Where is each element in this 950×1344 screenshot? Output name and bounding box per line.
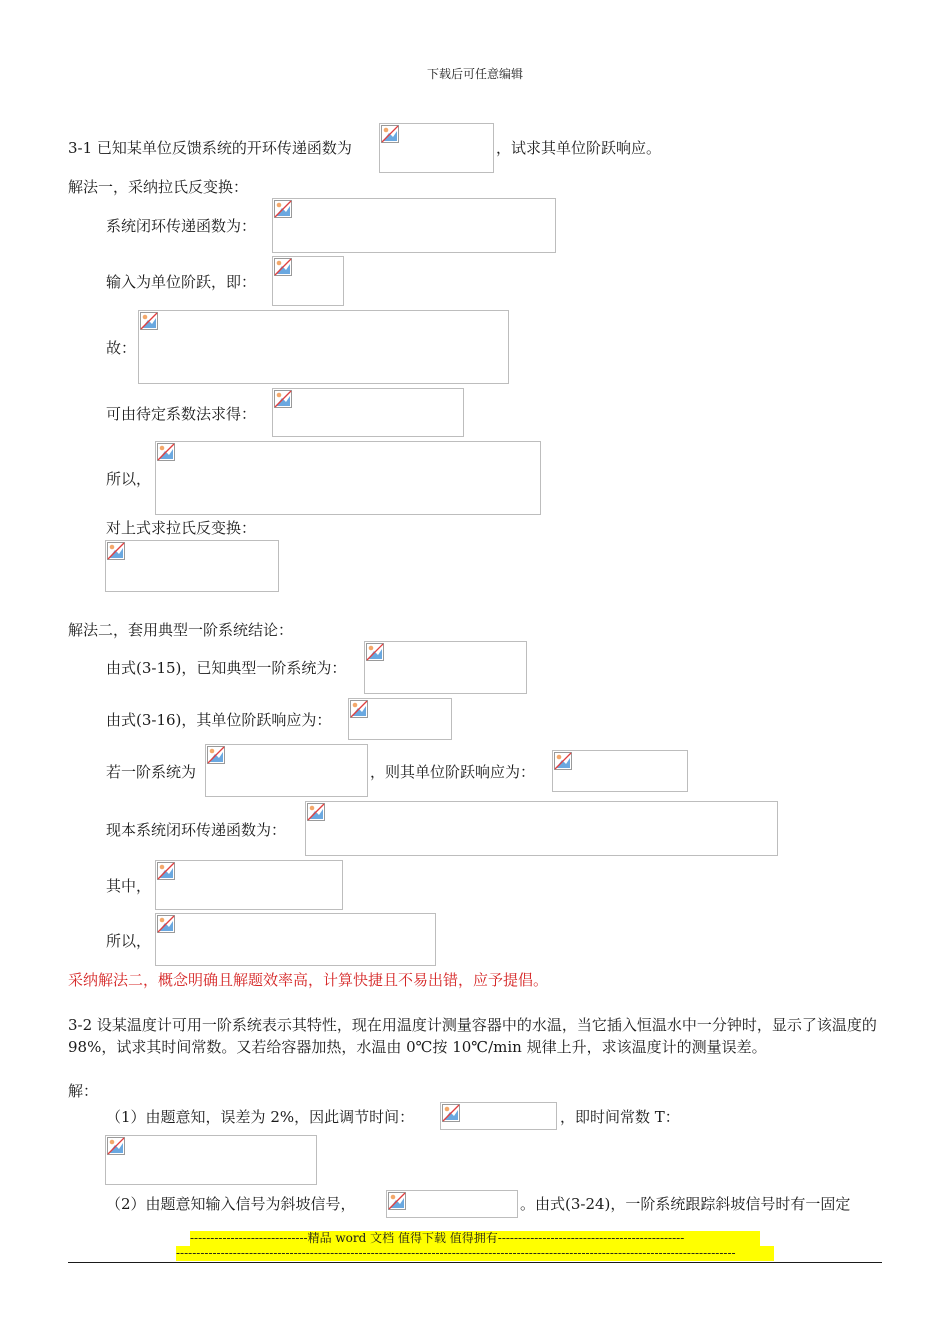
formula-image-settling-time bbox=[440, 1102, 557, 1130]
closed-loop-label: 系统闭环传递函数为： bbox=[106, 217, 257, 235]
broken-image-icon bbox=[274, 390, 292, 408]
formula-image-closed-loop bbox=[272, 198, 556, 253]
broken-image-icon bbox=[107, 542, 125, 560]
formula-image-typical-first-order bbox=[364, 641, 527, 694]
footer-banner-line-1: -----------------------------精品 word 文档 值得下载 值得拥有---------------------------------------------- bbox=[190, 1231, 760, 1246]
where-label: 其中， bbox=[106, 877, 152, 895]
so-label: 所以， bbox=[106, 470, 152, 488]
eq-3-15-label: 由式(3-15)，已知典型一阶系统为： bbox=[106, 659, 347, 677]
broken-image-icon bbox=[366, 643, 384, 661]
so-label-2: 所以， bbox=[106, 932, 152, 950]
formula-image-time-constant bbox=[105, 1135, 317, 1185]
broken-image-icon bbox=[442, 1104, 460, 1122]
formula-image-unit-step bbox=[272, 256, 344, 306]
current-tf-label: 现本系统闭环传递函数为： bbox=[106, 821, 287, 839]
step-2-text-end: 。由式(3-24)，一阶系统跟踪斜坡信号时有一固定 bbox=[520, 1195, 851, 1213]
problem-3-1-text: 3-1 已知某单位反馈系统的开环传递函数为 bbox=[68, 139, 352, 157]
therefore-label: 故： bbox=[106, 339, 137, 357]
broken-image-icon bbox=[274, 258, 292, 276]
coefficients-label: 可由待定系数法求得： bbox=[106, 405, 257, 423]
broken-image-icon bbox=[157, 915, 175, 933]
formula-image-coefficients bbox=[272, 388, 464, 437]
formula-image-parameters bbox=[155, 860, 343, 910]
broken-image-icon bbox=[554, 752, 572, 770]
solution-label: 解： bbox=[68, 1082, 99, 1100]
step-2-text: （2）由题意知输入信号为斜坡信号， bbox=[106, 1195, 356, 1213]
broken-image-icon bbox=[274, 200, 292, 218]
broken-image-icon bbox=[388, 1192, 406, 1210]
formula-image-current-tf bbox=[305, 801, 778, 856]
broken-image-icon bbox=[107, 1137, 125, 1155]
problem-3-1-text-end: ，试求其单位阶跃响应。 bbox=[496, 139, 662, 157]
page-header: 下载后可任意编辑 bbox=[426, 67, 523, 81]
if-first-order-label: 若一阶系统为 bbox=[106, 763, 197, 781]
formula-image-step-response bbox=[348, 698, 452, 740]
formula-image-open-loop bbox=[379, 123, 494, 173]
problem-3-2-text: 3-2 设某温度计可用一阶系统表示其特性，现在用温度计测量容器中的水温，当它插入恒温水中一分钟时，显示了该温度的 98%，试求其时间常数。又若给容器加热，水温由 0℃按 10℃/min 规律上升，求该温度计的测量误差。 bbox=[68, 1016, 877, 1056]
formula-image-first-order-k bbox=[205, 744, 368, 797]
then-response-label: ，则其单位阶跃响应为： bbox=[370, 763, 536, 781]
conclusion-note: 采纳解法二，概念明确且解题效率高，计算快捷且不易出错，应予提倡。 bbox=[68, 971, 549, 989]
broken-image-icon bbox=[157, 862, 175, 880]
broken-image-icon bbox=[140, 312, 158, 330]
formula-image-time-response bbox=[105, 540, 279, 592]
broken-image-icon bbox=[350, 700, 368, 718]
inverse-laplace-label: 对上式求拉氏反变换： bbox=[106, 519, 257, 537]
eq-3-16-label: 由式(3-16)，其单位阶跃响应为： bbox=[106, 711, 332, 729]
broken-image-icon bbox=[381, 125, 399, 143]
method-2-title: 解法二，套用典型一阶系统结论： bbox=[68, 621, 294, 639]
broken-image-icon bbox=[307, 803, 325, 821]
footer-divider bbox=[68, 1262, 882, 1263]
formula-image-partial-fractions bbox=[155, 441, 541, 515]
unit-step-label: 输入为单位阶跃，即： bbox=[106, 273, 257, 291]
formula-image-ramp-input bbox=[386, 1190, 518, 1218]
footer-banner-line-2: ------------------------------------------------------------------------------------------------------------------------------------------ bbox=[176, 1246, 774, 1261]
formula-image-final-response bbox=[155, 913, 436, 966]
broken-image-icon bbox=[207, 746, 225, 764]
method-1-title: 解法一，采纳拉氏反变换： bbox=[68, 178, 249, 196]
formula-image-output-laplace bbox=[138, 310, 509, 384]
formula-image-step-response-k bbox=[552, 750, 688, 792]
step-1-text-end: ，即时间常数 T： bbox=[560, 1108, 680, 1126]
broken-image-icon bbox=[157, 443, 175, 461]
step-1-text: （1）由题意知，误差为 2%，因此调节时间： bbox=[106, 1108, 415, 1126]
